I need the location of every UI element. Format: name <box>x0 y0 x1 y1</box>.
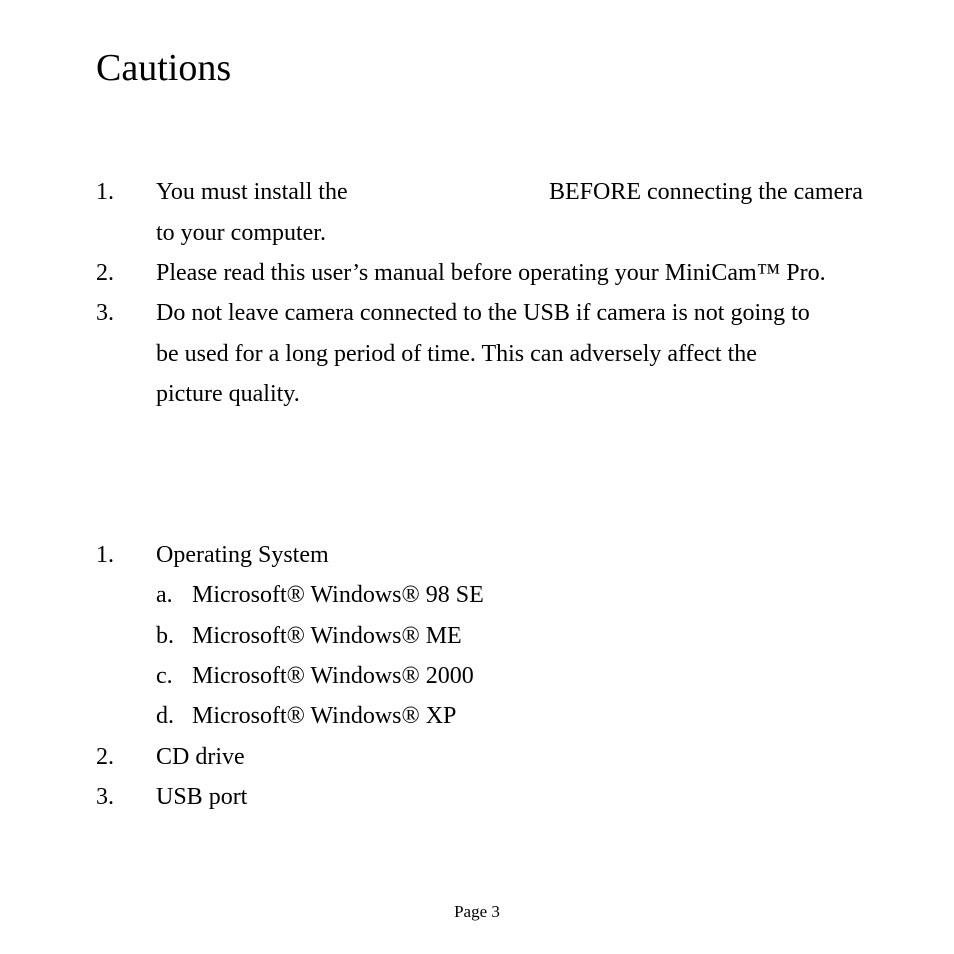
list-number: 2. <box>96 744 114 770</box>
requirement-label: CD drive <box>156 744 245 770</box>
list-number: 3. <box>96 300 114 326</box>
sub-list-letter: c. <box>156 663 173 689</box>
page-number: Page 3 <box>454 902 500 921</box>
sub-list-text: Microsoft® Windows® ME <box>192 623 462 649</box>
caution-text-line: Please read this user’s manual before operating your MiniCam™ Pro. <box>156 260 826 286</box>
caution-text-line: BEFORE connecting the camera <box>549 179 863 205</box>
page-title: Cautions <box>96 47 232 89</box>
caution-text-line: picture quality. <box>156 381 300 407</box>
sub-list-letter: b. <box>156 623 174 649</box>
list-number: 1. <box>96 179 114 205</box>
list-number: 2. <box>96 260 114 286</box>
sub-list-text: Microsoft® Windows® 98 SE <box>192 582 484 608</box>
caution-text-line: be used for a long period of time. This can adversely affect the <box>156 341 757 367</box>
sub-list-letter: d. <box>156 703 174 729</box>
caution-text-line: You must install the <box>156 179 348 205</box>
caution-text-line: Do not leave camera connected to the USB if camera is not going to <box>156 300 810 326</box>
sub-list-letter: a. <box>156 582 173 608</box>
sub-list-text: Microsoft® Windows® XP <box>192 703 457 729</box>
caution-text-line: to your computer. <box>156 220 326 246</box>
list-number: 3. <box>96 784 114 810</box>
list-number: 1. <box>96 542 114 568</box>
sub-list-text: Microsoft® Windows® 2000 <box>192 663 474 689</box>
requirement-label: Operating System <box>156 542 329 568</box>
requirement-label: USB port <box>156 784 248 810</box>
